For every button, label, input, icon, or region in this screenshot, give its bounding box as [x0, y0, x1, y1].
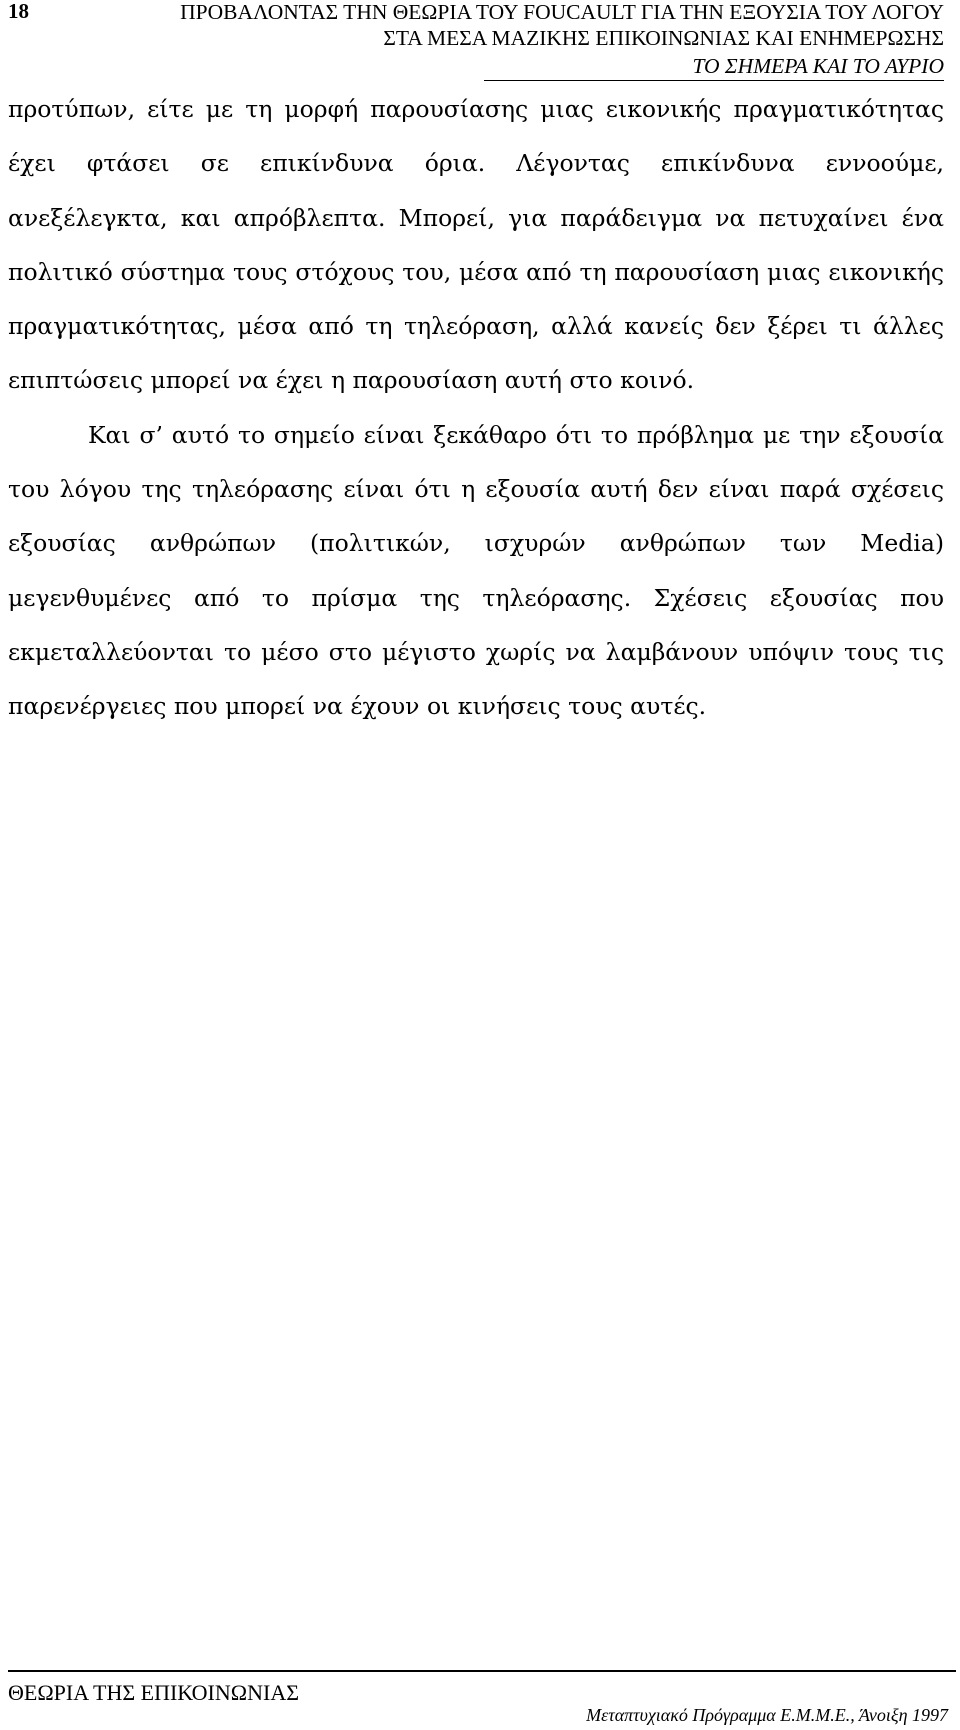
main-text: [8, 82, 944, 734]
header-rule: [484, 80, 944, 81]
footer-course-title: ΘΕΩΡΙΑ ΤΗΣ ΕΠΙΚΟΙΝΩΝΙΑΣ: [8, 1680, 300, 1705]
footer-program-note: Μεταπτυχιακό Πρόγραμμα Ε.Μ.Μ.Ε., Άνοιξη 1997: [586, 1705, 948, 1725]
paragraph-2: Και σ’ αυτό το σημείο είναι ξεκάθαρο ότι το πρόβλημα με την εξουσία του λόγου της τηλεόρασης είναι ότι η εξουσία αυτή δεν είναι παρά σχέσεις εξουσίας ανθρώπων (πολιτικών, ισχυρών ανθρώπων των Media) μεγενθυμένες από το πρίσμα της τηλεόρασης. Σχέσεις εξουσίας που εκμεταλλεύονται το μέσο στο μέγιστο χωρίς να λαμβάνουν υπόψιν τους τις παρενέργειες που μπορεί να έχουν οι κινήσεις τους αυτές.: [8, 420, 944, 721]
running-title-line-3: ΤΟ ΣΗΜΕΡΑ ΚΑΙ ΤΟ ΑΥΡΙΟ: [692, 54, 944, 78]
footer-rule: [8, 1670, 956, 1672]
page-header: [8, 0, 944, 84]
running-title-line-2: ΣΤΑ ΜΕΣΑ ΜΑΖΙΚΗΣ ΕΠΙΚΟΙΝΩΝΙΑΣ ΚΑΙ ΕΝΗΜΕΡΩΣΗΣ: [383, 26, 944, 50]
running-title-line-1: ΠΡΟΒΑΛΟΝΤΑΣ ΤΗΝ ΘΕΩΡΙΑ ΤΟΥ FOUCAULT ΓΙΑ ΤΗΝ ΕΞΟΥΣΙΑ ΤΟΥ ΛΟΓΟΥ: [180, 0, 944, 24]
page-footer: [8, 1670, 956, 1730]
paragraph-1: προτύπων, είτε με τη μορφή παρουσίασης μιας εικονικής πραγματικότητας έχει φτάσει σε επικίνδυνα όρια. Λέγοντας επικίνδυνα εννοούμε, ανεξέλεγκτα, και απρόβλεπτα. Μπορεί, για παράδειγμα να πετυχαίνει ένα πολιτικό σύστημα τους στόχους του, μέσα από τη παρουσίαση μιας εικονικής πραγματικότητας, μέσα από τη τηλεόραση, αλλά κανείς δεν ξέρει τι άλλες επιπτώσεις μπορεί να έχει η παρουσίαση αυτή στο κοινό.: [8, 95, 944, 395]
page-number: 18: [8, 0, 29, 23]
